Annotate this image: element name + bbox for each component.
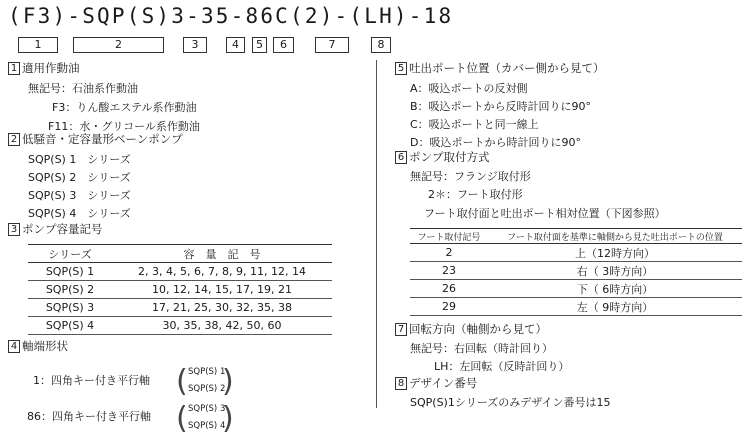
capacity-cell: 30, 35, 38, 42, 50, 60	[112, 317, 332, 335]
section-2-item: SQP(S) 4 シリーズ	[28, 207, 131, 220]
left-brace-icon: (	[176, 401, 188, 436]
left-brace-icon: (	[176, 364, 188, 399]
port-position-cell: 左（ 9時方向）	[488, 298, 742, 316]
section-3-title: ポンプ容量記号	[22, 222, 103, 236]
section-2-item: SQP(S) 1 シリーズ	[28, 153, 131, 166]
section-6-note: フート取付面と吐出ポート相対位置（下図参照）	[424, 207, 666, 220]
foot-code-cell: 2	[410, 244, 488, 262]
right-brace-icon: )	[222, 364, 234, 399]
section-5-item: D：吸込ポートから時計回りに90°	[410, 136, 581, 149]
port-position-cell: 上（12時方向）	[488, 244, 742, 262]
code-box-2: 2	[73, 37, 164, 53]
code-box-7: 7	[315, 37, 349, 53]
table-row	[410, 244, 742, 262]
section-7-item: LH：左回転（反時計回り）	[434, 360, 570, 373]
capacity-table-header	[28, 245, 332, 263]
section-7-title: 回転方向（軸側から見て）	[409, 322, 547, 336]
code-box-3: 3	[183, 37, 207, 53]
shaft-option-1: 1：四角キー付き平行軸	[33, 374, 150, 387]
section-1-heading	[8, 60, 80, 76]
foot-mount-table	[410, 228, 742, 316]
section-1-number: 1	[8, 62, 20, 75]
foot-code-cell: 23	[410, 262, 488, 280]
section-8-title: デザイン番号	[409, 376, 478, 390]
series-label: SQP(S) 3	[188, 404, 226, 414]
section-2-title: 低騒音・定容量形ベーンポンプ	[22, 132, 183, 146]
shaft-option-2-series-group	[176, 400, 236, 438]
section-5-title: 吐出ポート位置（カバー側から見て）	[409, 61, 605, 75]
table-row	[410, 298, 742, 316]
table-row	[410, 262, 742, 280]
section-6-title: ポンプ取付方式	[409, 150, 490, 164]
section-1-item: F11：水・グリコール系作動油	[48, 120, 200, 133]
port-position-cell: 右（ 3時方向）	[488, 262, 742, 280]
column-header-capacity: 容 量 記 号	[112, 245, 332, 263]
section-8-heading	[395, 375, 477, 391]
column-header-foot-code: フート取付記号	[410, 229, 488, 244]
shaft-option-2: 86：四角キー付き平行軸	[27, 410, 151, 423]
section-4-title: 軸端形状	[22, 339, 68, 353]
port-position-cell: 下（ 6時方向）	[488, 280, 742, 298]
code-box-4: 4	[226, 37, 245, 53]
section-7-number: 7	[395, 323, 407, 336]
table-row	[28, 281, 332, 299]
section-2-item: SQP(S) 3 シリーズ	[28, 189, 131, 202]
section-6-item: 無記号：フランジ取付形	[410, 170, 531, 183]
section-3-heading	[8, 221, 103, 237]
section-6-item: 2＊：フート取付形	[428, 188, 523, 201]
series-cell: SQP(S) 1	[28, 263, 112, 281]
section-1-title: 適用作動油	[22, 61, 80, 75]
model-code-title: (F3)-SQP(S)3-35-86C(2)-(LH)-18	[8, 4, 454, 28]
table-row	[28, 299, 332, 317]
column-header-port-position: フート取付面を基準に軸側から見た吐出ポートの位置	[488, 229, 742, 244]
code-box-1: 1	[18, 37, 58, 53]
code-box-6: 6	[273, 37, 294, 53]
column-header-series: シリーズ	[28, 245, 112, 263]
series-label: SQP(S) 1	[188, 367, 226, 377]
code-box-5: 5	[252, 37, 267, 53]
right-brace-icon: )	[222, 401, 234, 436]
table-row	[28, 263, 332, 281]
section-8-number: 8	[395, 377, 407, 390]
section-7-heading	[395, 321, 547, 337]
capacity-cell: 2, 3, 4, 5, 6, 7, 8, 9, 11, 12, 14	[112, 263, 332, 281]
section-6-number: 6	[395, 151, 407, 164]
capacity-cell: 10, 12, 14, 15, 17, 19, 21	[112, 281, 332, 299]
section-5-heading	[395, 60, 605, 76]
section-5-number: 5	[395, 62, 407, 75]
section-2-item: SQP(S) 2 シリーズ	[28, 171, 131, 184]
series-cell: SQP(S) 4	[28, 317, 112, 335]
series-cell: SQP(S) 2	[28, 281, 112, 299]
section-5-item: C：吸込ポートと同一線上	[410, 118, 539, 131]
capacity-cell: 17, 21, 25, 30, 32, 35, 38	[112, 299, 332, 317]
series-cell: SQP(S) 3	[28, 299, 112, 317]
capacity-table	[28, 244, 332, 335]
code-box-8: 8	[371, 37, 391, 53]
section-1-item: 無記号：石油系作動油	[28, 82, 138, 95]
series-label: SQP(S) 2	[188, 384, 226, 394]
table-row	[410, 280, 742, 298]
section-2-heading	[8, 131, 183, 147]
series-label: SQP(S) 4	[188, 421, 226, 431]
table-row	[28, 317, 332, 335]
foot-code-cell: 29	[410, 298, 488, 316]
section-1-item: F3：りん酸エステル系作動油	[52, 101, 197, 114]
shaft-option-1-series-group	[176, 363, 236, 401]
foot-mount-table-header	[410, 229, 742, 244]
section-5-item: B：吸込ポートから反時計回りに90°	[410, 100, 592, 113]
section-7-item: 無記号：右回転（時計回り）	[410, 342, 553, 355]
section-5-item: A：吸込ポートの反対側	[410, 82, 528, 95]
section-3-number: 3	[8, 223, 20, 236]
section-6-heading	[395, 149, 490, 165]
section-4-heading	[8, 338, 68, 354]
section-2-number: 2	[8, 133, 20, 146]
section-4-number: 4	[8, 340, 20, 353]
column-divider	[376, 60, 377, 408]
foot-code-cell: 26	[410, 280, 488, 298]
design-number-note: SQP(S)1シリーズのみデザイン番号は15	[410, 396, 611, 409]
